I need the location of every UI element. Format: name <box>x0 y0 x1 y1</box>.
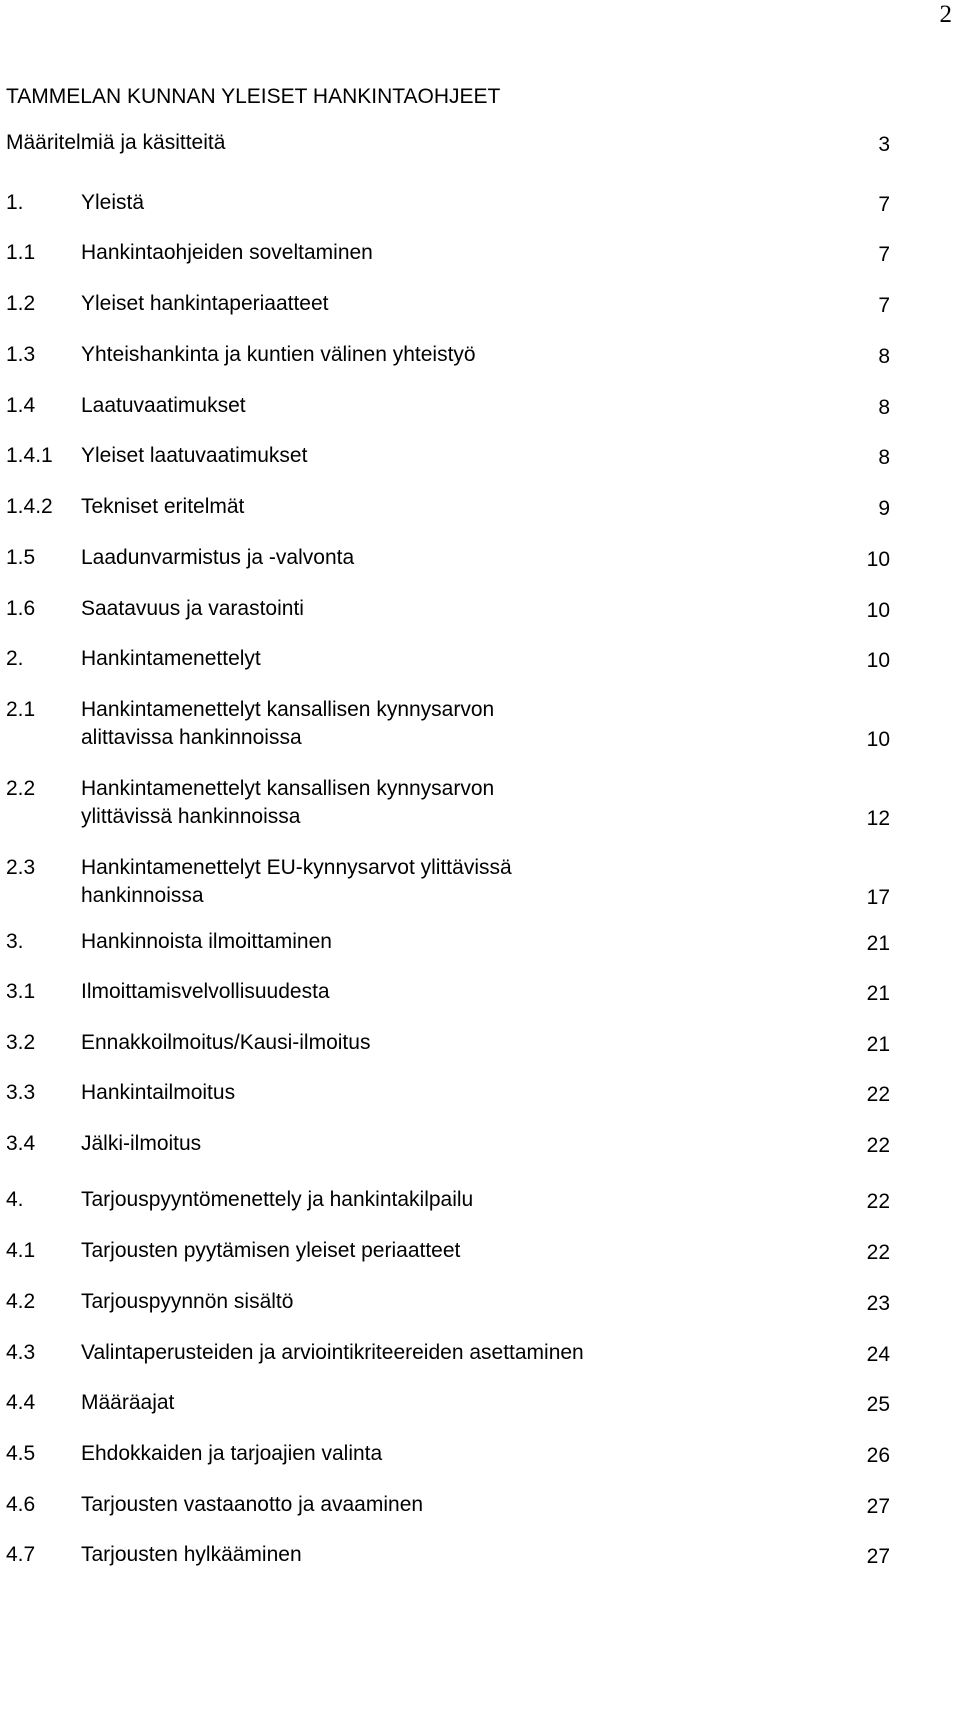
toc-entry-page-number: 7 <box>878 193 890 216</box>
toc-entry <box>6 130 890 158</box>
toc-entry-title <box>81 1441 801 1469</box>
toc-entry-title <box>81 929 801 957</box>
toc-entry <box>6 393 890 421</box>
toc-entry-page-number: 8 <box>878 345 890 368</box>
toc-entry-number: 2.2 <box>6 777 36 800</box>
toc-entry-number: 1.3 <box>6 343 36 366</box>
toc-entry-title-line: Ehdokkaiden ja tarjoajien valinta <box>81 1442 383 1465</box>
toc-entry <box>6 1289 890 1317</box>
toc-entry-page-number: 8 <box>878 446 890 469</box>
toc-entry <box>6 494 890 522</box>
toc-entry-page-number: 3 <box>878 133 890 156</box>
toc-entry-number: 2.1 <box>6 698 36 721</box>
toc-entry <box>6 979 890 1007</box>
toc-entry-title <box>81 646 801 674</box>
document-title: TAMMELAN KUNNAN YLEISET HANKINTAOHJEET <box>6 85 501 108</box>
toc-entry-number: 4.6 <box>6 1493 36 1516</box>
toc-entry-title <box>81 1492 801 1520</box>
toc-entry <box>6 855 890 911</box>
toc-entry-number: 4.5 <box>6 1442 36 1465</box>
toc-entry-title-line: Tekniset eritelmät <box>81 495 245 518</box>
toc-entry-page-number: 22 <box>866 1190 890 1213</box>
toc-entry-page-number: 27 <box>866 1495 890 1518</box>
toc-entry-page-number: 10 <box>866 649 890 672</box>
toc-entry-number: 4.4 <box>6 1391 36 1414</box>
toc-entry-title-line: Jälki-ilmoitus <box>81 1132 202 1155</box>
toc-entry-title-line: Hankintamenettelyt EU-kynnysarvot ylittävissä <box>81 856 512 879</box>
toc-entry <box>6 1340 890 1368</box>
toc-entry-number: 1.5 <box>6 546 36 569</box>
toc-entry-title <box>81 1390 801 1418</box>
toc-entry-number: 3.1 <box>6 980 36 1003</box>
toc-entry-number: 1.1 <box>6 241 36 264</box>
toc-entry-title <box>81 596 801 624</box>
toc-entry-page-number: 12 <box>866 807 890 830</box>
toc-entry-page-number: 7 <box>878 294 890 317</box>
toc-entry <box>6 1131 890 1159</box>
toc-entry-title <box>81 1187 801 1215</box>
toc-entry-title-line: Hankintailmoitus <box>81 1081 236 1104</box>
toc-entry-title <box>81 494 801 522</box>
toc-entry-title-line: Ennakkoilmoitus/Kausi-ilmoitus <box>81 1031 371 1054</box>
toc-entry <box>6 1030 890 1058</box>
toc-entry-title-line: Hankintamenettelyt kansallisen kynnysarvon <box>81 777 495 800</box>
toc-entry <box>6 240 890 268</box>
toc-entry <box>6 545 890 573</box>
toc-entry-page-number: 9 <box>878 497 890 520</box>
toc-entry-page-number: 23 <box>866 1292 890 1315</box>
toc-entry-title <box>81 855 801 911</box>
toc-entry-title <box>81 1238 801 1266</box>
toc-entry-number: 4.7 <box>6 1543 36 1566</box>
toc-entry-page-number: 21 <box>866 982 890 1005</box>
toc-entry-page-number: 25 <box>866 1393 890 1416</box>
toc-entry <box>6 1390 890 1418</box>
toc-entry-page-number: 21 <box>866 932 890 955</box>
toc-entry <box>6 1238 890 1266</box>
toc-entry <box>6 646 890 674</box>
toc-entry-page-number: 10 <box>866 599 890 622</box>
toc-entry-title-line: Hankintamenettelyt kansallisen kynnysarvon <box>81 698 495 721</box>
toc-entry-title-line <box>81 130 801 158</box>
toc-entry <box>6 443 890 471</box>
toc-entry-title-line: Tarjouspyyntömenettely ja hankintakilpailu <box>81 1188 474 1211</box>
toc-entry-number: 3.4 <box>6 1132 36 1155</box>
toc-entry-title <box>81 342 801 370</box>
toc-entry-title <box>81 1080 801 1108</box>
toc-entry <box>6 1187 890 1215</box>
toc-entry <box>6 596 890 624</box>
toc-entry-title-line: hankinnoissa <box>81 884 204 907</box>
toc-entry-page-number: 8 <box>878 396 890 419</box>
toc-entry-number: 1.4.2 <box>6 495 53 518</box>
toc-entry-page-number: 22 <box>866 1134 890 1157</box>
toc-entry-page-number: 10 <box>866 548 890 571</box>
toc-entry-number: Määritelmiä ja käsitteitä <box>6 131 226 154</box>
toc-entry-title-line: ylittävissä hankinnoissa <box>81 805 301 828</box>
toc-entry-page-number: 22 <box>866 1083 890 1106</box>
toc-entry-title <box>81 1131 801 1159</box>
toc-entry <box>6 1441 890 1469</box>
toc-entry-page-number: 7 <box>878 243 890 266</box>
toc-entry-number: 3. <box>6 930 24 953</box>
toc-entry-title-line: Ilmoittamisvelvollisuudesta <box>81 980 330 1003</box>
toc-entry-number: 4.2 <box>6 1290 36 1313</box>
toc-entry-number: 4.1 <box>6 1239 36 1262</box>
toc-entry-title-line: Yleiset hankintaperiaatteet <box>81 292 329 315</box>
toc-entry-number: 3.2 <box>6 1031 36 1054</box>
toc-entry-title <box>81 443 801 471</box>
toc-entry-title <box>81 291 801 319</box>
toc-entry-title-line: Tarjousten hylkääminen <box>81 1543 302 1566</box>
toc-entry-title <box>81 979 801 1007</box>
toc-entry-title <box>81 1030 801 1058</box>
toc-entry-number: 1.6 <box>6 597 36 620</box>
toc-entry-title-line: Yleiset laatuvaatimukset <box>81 444 308 467</box>
toc-entry-title <box>81 1340 801 1368</box>
toc-entry <box>6 1492 890 1520</box>
toc-entry <box>6 342 890 370</box>
toc-entry-title <box>81 393 801 421</box>
toc-entry-page-number: 22 <box>866 1241 890 1264</box>
toc-entry-page-number: 27 <box>866 1545 890 1568</box>
toc-entry <box>6 291 890 319</box>
toc-entry-title <box>81 130 801 158</box>
toc-entry-page-number: 17 <box>866 886 890 909</box>
toc-entry-title <box>81 1289 801 1317</box>
toc-entry-title-line: Tarjouspyynnön sisältö <box>81 1290 294 1313</box>
toc-entry-title-line: Tarjousten pyytämisen yleiset periaatteet <box>81 1239 461 1262</box>
toc-entry-title-line: Yleistä <box>81 191 145 214</box>
toc-entry <box>6 1542 890 1570</box>
toc-entry-number: 1.2 <box>6 292 36 315</box>
toc-entry-page-number: 26 <box>866 1444 890 1467</box>
toc-entry-title-line: Hankintaohjeiden soveltaminen <box>81 241 373 264</box>
toc-entry-title-line: Hankinnoista ilmoittaminen <box>81 930 332 953</box>
toc-entry-number: 4. <box>6 1188 24 1211</box>
toc-entry-number: 1.4.1 <box>6 444 53 467</box>
toc-entry-number: 2.3 <box>6 856 36 879</box>
toc-entry-title-line: Tarjousten vastaanotto ja avaaminen <box>81 1493 424 1516</box>
toc-entry-page-number: 21 <box>866 1033 890 1056</box>
toc-entry-title-line: Valintaperusteiden ja arviointikriteereiden asettaminen <box>81 1341 584 1364</box>
toc-entry <box>6 697 890 753</box>
toc-entry <box>6 1080 890 1108</box>
toc-entry-title <box>81 697 801 753</box>
toc-entry <box>6 190 890 218</box>
toc-entry-page-number: 10 <box>866 728 890 751</box>
toc-entry-title-line: alittavissa hankinnoissa <box>81 726 302 749</box>
toc-entry <box>6 929 890 957</box>
page-number: 2 <box>939 1 952 28</box>
toc-entry-title <box>81 240 801 268</box>
toc-entry-title-line: Saatavuus ja varastointi <box>81 597 304 620</box>
toc-entry-title-line: Laatuvaatimukset <box>81 394 246 417</box>
toc-entry-title <box>81 190 801 218</box>
toc-entry-page-number: 24 <box>866 1343 890 1366</box>
toc-entry-title-line: Hankintamenettelyt <box>81 647 261 670</box>
toc-entry-number: 1. <box>6 191 24 214</box>
toc-entry-number: 3.3 <box>6 1081 36 1104</box>
toc-entry-title-line: Laadunvarmistus ja -valvonta <box>81 546 355 569</box>
toc-entry-title <box>81 776 801 832</box>
toc-entry <box>6 776 890 832</box>
toc-entry-title <box>81 1542 801 1570</box>
toc-entry-number: 1.4 <box>6 394 36 417</box>
toc-entry-title <box>81 545 801 573</box>
toc-entry-title-line: Määräajat <box>81 1391 175 1414</box>
toc-entry-number: 4.3 <box>6 1341 36 1364</box>
toc-entry-title-line: Yhteishankinta ja kuntien välinen yhteistyö <box>81 343 476 366</box>
toc-entry-number: 2. <box>6 647 24 670</box>
